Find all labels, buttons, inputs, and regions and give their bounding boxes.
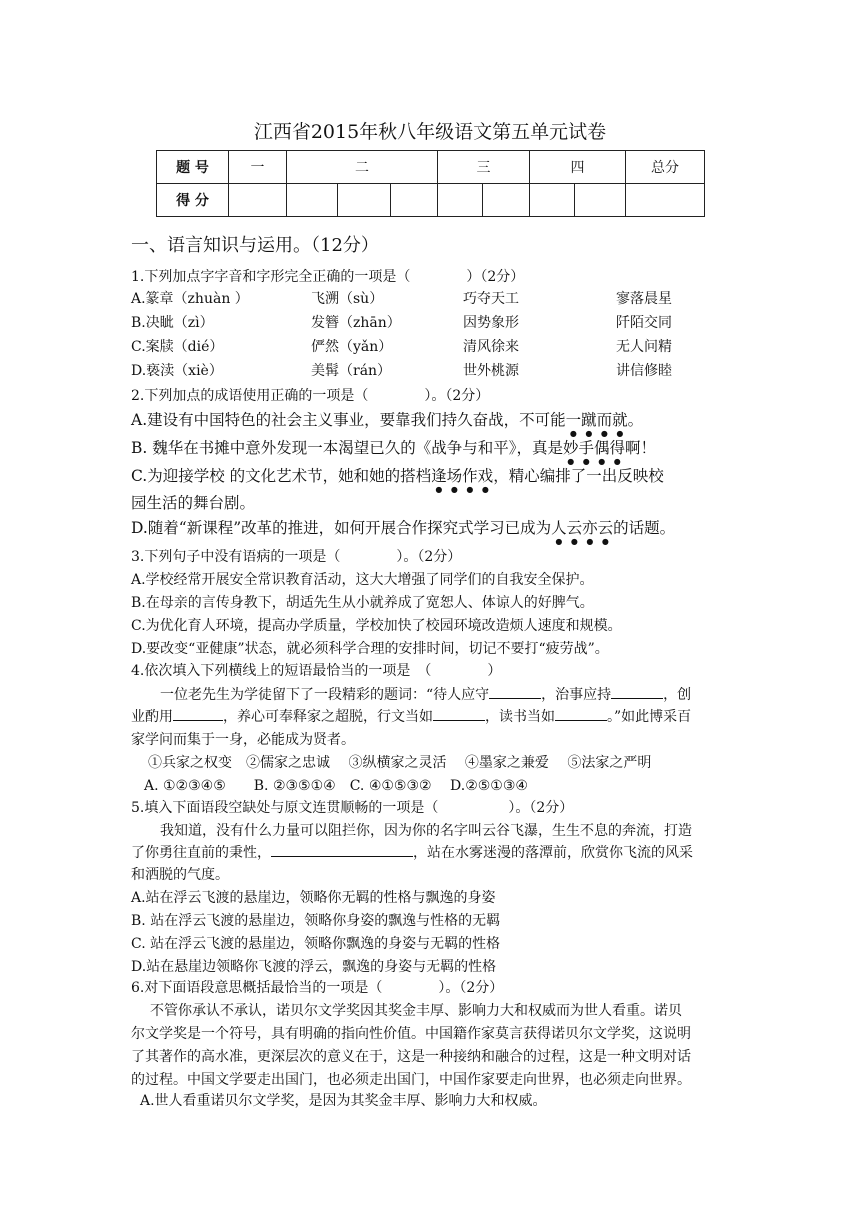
page-title: 江西省2015年秋八年级语文第五单元试卷	[253, 121, 607, 143]
question-1-stem: 1.下列加点字字音和字形完全正确的一项是（ ）（2分）	[131, 269, 525, 285]
q3-option: A.学校经常开展安全常识教育活动，这大大增强了同学们的自我安全保护。	[131, 572, 594, 588]
header-cell: 二	[287, 151, 438, 184]
q5-passage-line: 我知道，没有什么力量可以阻拦你，因为你的名字叫云谷飞瀑，生生不息的奔流，打造	[160, 823, 692, 839]
q6-passage-line: 了其著作的高水准，更深层次的意义在于，这是一种接纳和融合的过程，这是一种文明对话	[131, 1049, 691, 1065]
header-cell: 一	[229, 151, 287, 184]
q1-c-2: 俨然（yǎn）	[311, 339, 393, 355]
q5-option: C. 站在浮云飞渡的悬崖边，领略你飘逸的身姿与无羁的性格	[131, 936, 501, 952]
q1-d-4: 讲信修睦	[616, 363, 672, 379]
score-cell[interactable]	[338, 184, 391, 217]
score-cell[interactable]	[438, 184, 483, 217]
q1-a-2: 飞溯（sù）	[311, 291, 384, 307]
question-3-stem: 3.下列句子中没有语病的一项是（ ）。（2分）	[131, 549, 462, 565]
q2-option-d: D.随着“新课程”改革的推进，如何开展合作探究式学习已成为人云亦云的话题。	[131, 519, 676, 537]
q6-option: A.世人看重诺贝尔文学奖，是因为其奖金丰厚、影响力大和权威。	[140, 1093, 547, 1109]
q4-passage-line: 一位老先生为学徒留下了一段精彩的题词：“待人应守 ，治事应持 ，创	[160, 684, 691, 704]
q1-c-1: C.案牍（dié）	[131, 339, 224, 355]
q2-option-c-cont: 园生活的舞台剧。	[131, 494, 256, 512]
emphasized-idiom: 妙手偶得	[563, 439, 626, 457]
score-cell[interactable]	[575, 184, 626, 217]
q1-b-3: 因势象形	[463, 315, 519, 331]
question-5-stem: 5.填入下面语段空缺处与原文连贯顺畅的一项是（ ）。（2分）	[131, 800, 574, 816]
q4-choices: A. ①②③④⑤ B. ②③⑤①④ C. ④①⑤③② D.②⑤①③④	[144, 778, 528, 794]
fill-blank[interactable]	[173, 706, 223, 721]
q4-passage-line: 业酌用 ，养心可奉释家之超脱，行文当如 ，读书当如 。”如此博采百	[131, 706, 691, 726]
q5-option: B. 站在浮云飞渡的悬崖边，领略你身姿的飘逸与性格的无羁	[131, 913, 501, 929]
score-cell[interactable]	[391, 184, 438, 217]
header-cell: 题 号	[157, 151, 229, 184]
q2-option-c: C.为迎接学校 的文化艺术节，她和她的搭档逢场作戏，精心编排了一出反映校	[131, 467, 664, 485]
header-cell: 四	[530, 151, 626, 184]
q4-items: ①兵家之权变 ②儒家之忠诚 ③纵横家之灵活 ④墨家之兼爱 ⑤法家之严明	[148, 755, 652, 771]
fill-blank[interactable]	[489, 684, 541, 699]
q1-b-1: B.决眦（zì）	[131, 315, 214, 331]
q6-passage-line: 不管你承认不承认，诺贝尔文学奖因其奖金丰厚、影响力大和权威而为世人看重。诺贝	[150, 1003, 682, 1019]
header-cell: 总分	[626, 151, 705, 184]
score-table	[156, 150, 705, 217]
q1-c-3: 清风徐来	[463, 339, 519, 355]
section-heading: 一、语言知识与运用。（12分）	[131, 235, 379, 256]
q1-d-1: D.亵渎（xiè）	[131, 363, 223, 379]
emphasized-idiom: 一蹴而就	[565, 411, 628, 429]
question-6-stem: 6.对下面语段意思概括最恰当的一项是（ ）。（2分）	[131, 980, 504, 996]
score-cell[interactable]	[530, 184, 575, 217]
score-cell[interactable]	[229, 184, 287, 217]
q5-option: A.站在浮云飞渡的悬崖边，领略你无羁的性格与飘逸的身姿	[131, 890, 496, 906]
emphasized-idiom: 人云亦云	[551, 519, 614, 537]
q1-c-4: 无人问精	[616, 339, 672, 355]
score-cell[interactable]	[287, 184, 338, 217]
q4-passage-line: 家学问而集于一身，必能成为贤者。	[131, 732, 355, 748]
question-4-stem: 4.依次填入下列横线上的短语最恰当的一项是 （ ）	[131, 663, 502, 679]
q3-option: D.要改变“亚健康”状态，就必须科学合理的安排时间，切记不要打“疲劳战”。	[131, 641, 609, 657]
q6-passage-line: 的过程。中国文学要走出国门，也必须走出国门，中国作家要走向世界，也必须走向世界。	[131, 1072, 691, 1088]
q3-option: C.为优化育人环境，提高办学质量，学校加快了校园环境改造烦人速度和规模。	[131, 618, 622, 634]
score-cell[interactable]	[483, 184, 530, 217]
q2-option-b: B. 魏华在书摊中意外发现一本渴望已久的《战争与和平》，真是妙手偶得啊！	[131, 439, 657, 457]
q1-a-4: 寥落晨星	[616, 291, 672, 307]
q2-option-a: A.建设有中国特色的社会主义事业，要靠我们持久奋战，不可能一蹴而就。	[131, 411, 644, 429]
q1-a-1: A.篆章（zhuàn ）	[131, 291, 249, 307]
q1-d-3: 世外桃源	[463, 363, 519, 379]
question-2-stem: 2.下列加点的成语使用正确的一项是（ ）。（2分）	[131, 388, 490, 404]
emphasized-idiom: 逢场作戏	[431, 467, 494, 485]
score-table-header-row	[157, 151, 705, 184]
q3-option: B.在母亲的言传身教下，胡适先生从小就养成了宽恕人、体谅人的好脾气。	[131, 595, 594, 611]
row-label: 得 分	[157, 184, 229, 217]
header-cell: 三	[438, 151, 530, 184]
q1-d-2: 美髯（rán）	[311, 363, 392, 379]
q5-passage-line: 了你勇往直前的秉性， ，站在水雾迷漫的落潭前，欣赏你飞流的风采	[131, 842, 693, 862]
fill-blank[interactable]	[271, 842, 413, 857]
q5-option: D.站在悬崖边领略你飞渡的浮云，飘逸的身姿与无羁的性格	[131, 959, 497, 975]
q1-b-2: 发簪（zhān）	[311, 315, 401, 331]
q6-passage-line: 尔文学奖是一个符号，具有明确的指向性价值。中国籍作家莫言获得诺贝尔文学奖，这说明	[131, 1026, 691, 1042]
fill-blank[interactable]	[555, 706, 607, 721]
q1-b-4: 阡陌交同	[616, 315, 672, 331]
score-cell[interactable]	[626, 184, 705, 217]
fill-blank[interactable]	[611, 684, 663, 699]
q5-passage-line: 和洒脱的气度。	[131, 867, 229, 883]
score-table-score-row	[157, 184, 705, 217]
fill-blank[interactable]	[433, 706, 485, 721]
q1-a-3: 巧夺天工	[463, 291, 519, 307]
